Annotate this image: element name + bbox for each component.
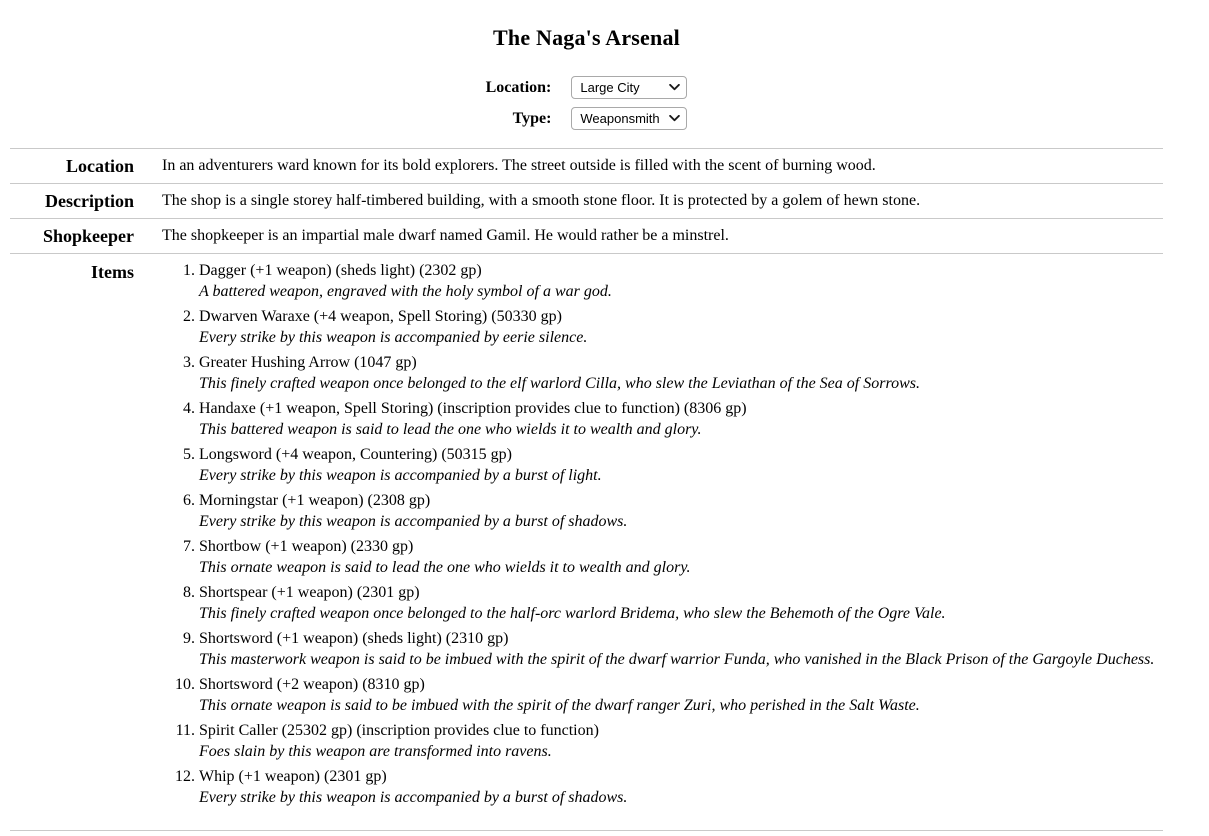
list-item [199,398,1163,440]
item-name: 2. Dwarven Waraxe (+4 weapon, Spell Storing) (50330 gp) [199,308,562,325]
item-description: This masterwork weapon is said to be imbued with the spirit of the dwarf warrior Funda, who vanished in the Black Prison of the Gargoyle Duchess. [199,651,1155,668]
item-name: 8. Shortspear (+1 weapon) (2301 gp) [199,584,420,601]
item-name: 7. Shortbow (+1 weapon) (2330 gp) [199,538,414,555]
item-name: 12. Whip (+1 weapon) (2301 gp) [199,768,387,785]
list-item [199,260,1163,302]
list-item [199,490,1163,532]
row-text-location: In an adventurers ward known for its bold explorers. The street outside is filled with the scent of burning wood. [162,157,876,174]
row-label-description: Description [45,191,134,211]
list-item [199,306,1163,348]
row-label-shopkeeper: Shopkeeper [42,226,134,246]
item-name: 6. Morningstar (+1 weapon) (2308 gp) [199,492,431,509]
type-select-wrap [571,107,687,130]
row-text-description: The shop is a single storey half-timbered building, with a smooth stone floor. It is protected by a golem of hewn stone. [162,192,921,209]
list-item [199,720,1163,762]
generator-form [486,76,688,130]
row-content-items [162,254,1163,831]
page-container [10,0,1163,831]
item-description: This finely crafted weapon once belonged to the elf warlord Cilla, who slew the Leviathan of the Sea of Sorrows. [199,375,920,392]
list-item [199,444,1163,486]
row-text-shopkeeper: The shopkeeper is an impartial male dwarf named Gamil. He would rather be a minstrel. [162,227,729,244]
shop-row-location [10,149,1163,184]
item-name: 5. Longsword (+4 weapon, Countering) (50315 gp) [199,446,512,463]
shop-row-shopkeeper [10,219,1163,254]
item-description: This ornate weapon is said to lead the one who wields it to wealth and glory. [199,559,691,576]
list-item [199,582,1163,624]
item-name: 4. Handaxe (+1 weapon, Spell Storing) (inscription provides clue to function) (8306 gp) [199,400,747,417]
type-select[interactable] [571,107,687,130]
shop-row-items [10,254,1163,831]
list-item [199,352,1163,394]
item-description: Every strike by this weapon is accompanied by eerie silence. [199,329,588,346]
shop-details-table [10,148,1163,831]
item-description: This finely crafted weapon once belonged to the half-orc warlord Bridema, who slew the Behemoth of the Ogre Vale. [199,605,946,622]
list-item [199,536,1163,578]
item-description: Every strike by this weapon is accompanied by a burst of shadows. [199,513,628,530]
list-item [199,766,1163,808]
item-description: This battered weapon is said to lead the one who wields it to wealth and glory. [199,421,702,438]
location-select-wrap [571,76,687,99]
list-item [199,628,1163,670]
item-name: 3. Greater Hushing Arrow (1047 gp) [199,354,417,371]
location-select[interactable] [571,76,687,99]
item-name: 11. Spirit Caller (25302 gp) (inscription provides clue to function) [199,722,599,739]
item-name: 10. Shortsword (+2 weapon) (8310 gp) [199,676,425,693]
row-label-location: Location [65,156,134,176]
location-select-label: Location: [485,78,552,96]
item-description: Foes slain by this weapon are transformed into ravens. [199,743,552,760]
item-name: 1. Dagger (+1 weapon) (sheds light) (2302 gp) [199,262,482,279]
item-description: Every strike by this weapon is accompanied by a burst of light. [199,467,602,484]
item-description: A battered weapon, engraved with the holy symbol of a war god. [199,283,612,300]
item-description: This ornate weapon is said to be imbued with the spirit of the dwarf ranger Zuri, who perished in the Salt Waste. [199,697,920,714]
items-list [162,260,1163,808]
type-select-label: Type: [512,109,552,127]
page-title: The Naga's Arsenal [493,25,680,50]
shop-row-description [10,184,1163,219]
list-item [199,674,1163,716]
item-description: Every strike by this weapon is accompanied by a burst of shadows. [199,789,628,806]
item-name: 9. Shortsword (+1 weapon) (sheds light) (2310 gp) [199,630,509,647]
row-label-items: Items [91,262,134,282]
